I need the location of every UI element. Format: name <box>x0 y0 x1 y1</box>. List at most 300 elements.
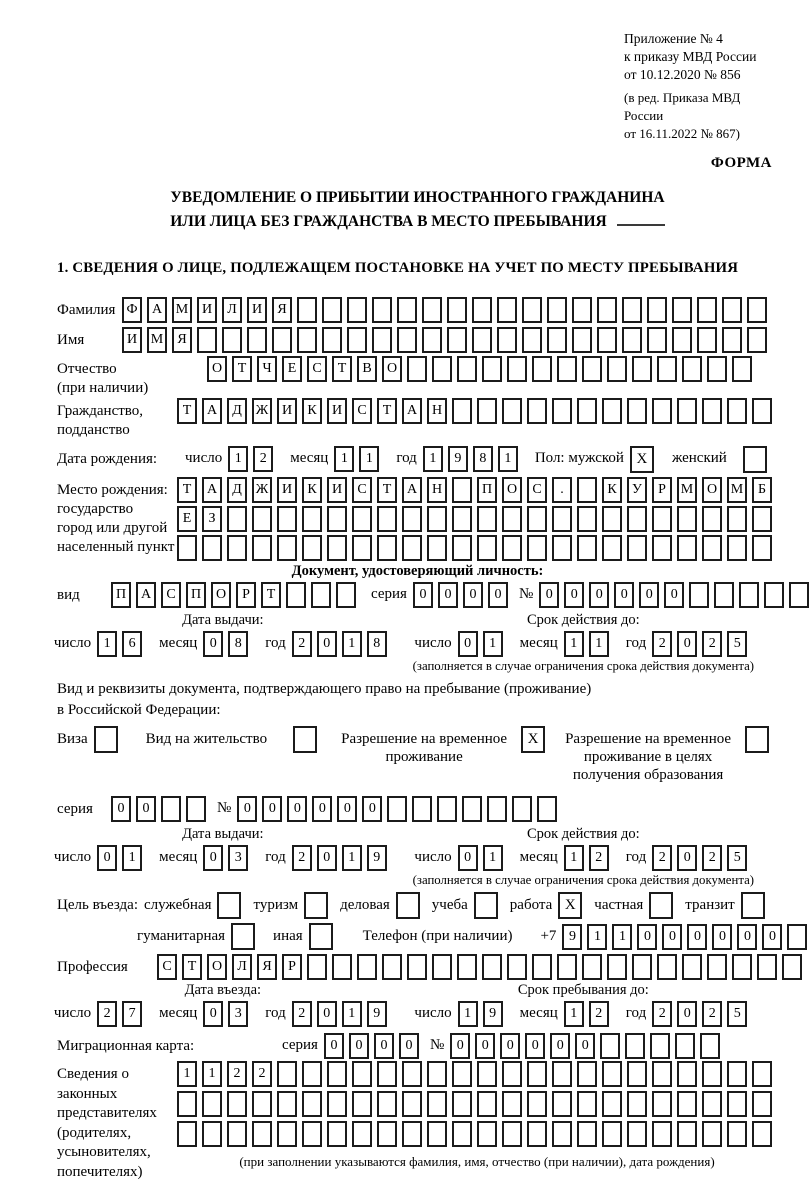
char-cell[interactable]: 0 <box>539 582 559 608</box>
char-cell[interactable]: 0 <box>312 796 332 822</box>
char-cell[interactable]: 9 <box>367 845 387 871</box>
char-cell[interactable]: 3 <box>228 1001 248 1027</box>
char-cell[interactable] <box>527 506 547 532</box>
char-cell[interactable] <box>477 535 497 561</box>
char-cell[interactable]: У <box>627 477 647 503</box>
char-cell[interactable] <box>677 1091 697 1117</box>
char-cell[interactable]: Ж <box>252 477 272 503</box>
char-cell[interactable] <box>477 506 497 532</box>
char-cell[interactable] <box>402 1121 422 1147</box>
char-cell[interactable] <box>327 506 347 532</box>
char-cell[interactable] <box>577 506 597 532</box>
char-cell[interactable] <box>702 506 722 532</box>
char-cell[interactable] <box>752 1061 772 1087</box>
char-cell[interactable] <box>252 1091 272 1117</box>
char-cell[interactable]: Н <box>427 477 447 503</box>
char-cell[interactable]: 2 <box>252 1061 272 1087</box>
char-cell[interactable] <box>227 1091 247 1117</box>
char-cell[interactable] <box>437 796 457 822</box>
char-cell[interactable]: 9 <box>448 446 468 472</box>
char-cell[interactable] <box>647 327 667 353</box>
char-cell[interactable]: 2 <box>702 1001 722 1027</box>
char-cell[interactable]: А <box>147 297 167 323</box>
char-cell[interactable] <box>432 954 452 980</box>
char-cell[interactable]: Н <box>427 398 447 424</box>
char-cell[interactable] <box>627 1091 647 1117</box>
char-cell[interactable] <box>452 506 472 532</box>
char-cell[interactable] <box>552 1121 572 1147</box>
char-cell[interactable]: 2 <box>652 1001 672 1027</box>
char-cell[interactable] <box>702 535 722 561</box>
visa-checkbox[interactable] <box>94 726 118 753</box>
char-cell[interactable] <box>727 1091 747 1117</box>
male-checkbox[interactable]: X <box>630 446 654 473</box>
char-cell[interactable]: 2 <box>292 845 312 871</box>
purpose-commercial-checkbox[interactable] <box>396 892 420 919</box>
char-cell[interactable] <box>487 796 507 822</box>
char-cell[interactable]: А <box>202 398 222 424</box>
char-cell[interactable]: 1 <box>423 446 443 472</box>
char-cell[interactable] <box>327 1061 347 1087</box>
char-cell[interactable] <box>522 327 542 353</box>
char-cell[interactable] <box>582 356 602 382</box>
char-cell[interactable]: С <box>352 477 372 503</box>
char-cell[interactable] <box>327 1091 347 1117</box>
char-cell[interactable] <box>352 1121 372 1147</box>
residence-permit-checkbox[interactable] <box>293 726 317 753</box>
char-cell[interactable]: 0 <box>564 582 584 608</box>
char-cell[interactable]: 7 <box>122 1001 142 1027</box>
purpose-study-checkbox[interactable] <box>474 892 498 919</box>
char-cell[interactable] <box>227 1121 247 1147</box>
char-cell[interactable] <box>377 1121 397 1147</box>
char-cell[interactable] <box>702 1061 722 1087</box>
char-cell[interactable] <box>652 398 672 424</box>
char-cell[interactable]: 8 <box>228 631 248 657</box>
char-cell[interactable] <box>202 535 222 561</box>
char-cell[interactable]: Ф <box>122 297 142 323</box>
char-cell[interactable] <box>627 398 647 424</box>
char-cell[interactable] <box>427 535 447 561</box>
char-cell[interactable] <box>302 506 322 532</box>
char-cell[interactable] <box>477 1091 497 1117</box>
char-cell[interactable] <box>577 535 597 561</box>
char-cell[interactable]: А <box>402 477 422 503</box>
char-cell[interactable] <box>577 477 597 503</box>
char-cell[interactable] <box>302 1061 322 1087</box>
char-cell[interactable]: Е <box>177 506 197 532</box>
char-cell[interactable] <box>602 398 622 424</box>
char-cell[interactable] <box>286 582 306 608</box>
char-cell[interactable] <box>552 1091 572 1117</box>
char-cell[interactable]: О <box>382 356 402 382</box>
char-cell[interactable] <box>652 1091 672 1117</box>
char-cell[interactable]: Т <box>332 356 352 382</box>
char-cell[interactable] <box>557 356 577 382</box>
char-cell[interactable] <box>507 356 527 382</box>
char-cell[interactable] <box>747 327 767 353</box>
char-cell[interactable]: 2 <box>227 1061 247 1087</box>
char-cell[interactable] <box>402 1091 422 1117</box>
char-cell[interactable] <box>387 796 407 822</box>
char-cell[interactable]: Я <box>172 327 192 353</box>
char-cell[interactable] <box>272 327 292 353</box>
char-cell[interactable] <box>447 327 467 353</box>
char-cell[interactable]: Т <box>377 398 397 424</box>
char-cell[interactable] <box>752 398 772 424</box>
char-cell[interactable] <box>727 1121 747 1147</box>
char-cell[interactable] <box>537 796 557 822</box>
char-cell[interactable]: М <box>172 297 192 323</box>
purpose-humanitarian-checkbox[interactable] <box>231 923 255 950</box>
char-cell[interactable]: 0 <box>737 924 757 950</box>
char-cell[interactable]: 0 <box>762 924 782 950</box>
char-cell[interactable]: 0 <box>488 582 508 608</box>
char-cell[interactable] <box>422 297 442 323</box>
char-cell[interactable] <box>336 582 356 608</box>
char-cell[interactable] <box>527 1121 547 1147</box>
char-cell[interactable] <box>412 796 432 822</box>
char-cell[interactable] <box>277 1121 297 1147</box>
char-cell[interactable] <box>522 297 542 323</box>
char-cell[interactable]: Я <box>257 954 277 980</box>
female-checkbox[interactable] <box>743 446 767 473</box>
char-cell[interactable]: 0 <box>662 924 682 950</box>
char-cell[interactable]: Т <box>182 954 202 980</box>
char-cell[interactable] <box>757 954 777 980</box>
char-cell[interactable]: 1 <box>342 631 362 657</box>
char-cell[interactable] <box>732 356 752 382</box>
char-cell[interactable] <box>452 535 472 561</box>
char-cell[interactable]: М <box>727 477 747 503</box>
char-cell[interactable]: 0 <box>664 582 684 608</box>
char-cell[interactable]: С <box>527 477 547 503</box>
char-cell[interactable]: 1 <box>564 631 584 657</box>
char-cell[interactable] <box>497 297 517 323</box>
char-cell[interactable] <box>372 297 392 323</box>
char-cell[interactable] <box>472 327 492 353</box>
purpose-work-checkbox[interactable]: X <box>558 892 582 919</box>
char-cell[interactable] <box>297 297 317 323</box>
char-cell[interactable]: Р <box>652 477 672 503</box>
char-cell[interactable] <box>247 327 267 353</box>
char-cell[interactable]: Т <box>177 398 197 424</box>
char-cell[interactable]: М <box>677 477 697 503</box>
char-cell[interactable] <box>462 796 482 822</box>
char-cell[interactable] <box>652 535 672 561</box>
char-cell[interactable] <box>789 582 809 608</box>
char-cell[interactable] <box>552 1061 572 1087</box>
char-cell[interactable]: . <box>552 477 572 503</box>
char-cell[interactable] <box>447 297 467 323</box>
char-cell[interactable]: 0 <box>337 796 357 822</box>
char-cell[interactable] <box>752 1121 772 1147</box>
char-cell[interactable]: 3 <box>228 845 248 871</box>
char-cell[interactable] <box>727 535 747 561</box>
char-cell[interactable]: Б <box>752 477 772 503</box>
purpose-private-checkbox[interactable] <box>649 892 673 919</box>
char-cell[interactable]: Р <box>236 582 256 608</box>
char-cell[interactable] <box>507 954 527 980</box>
char-cell[interactable]: А <box>136 582 156 608</box>
char-cell[interactable] <box>782 954 802 980</box>
edu-permit-checkbox[interactable] <box>745 726 769 753</box>
char-cell[interactable] <box>632 356 652 382</box>
char-cell[interactable]: И <box>327 398 347 424</box>
char-cell[interactable] <box>677 506 697 532</box>
purpose-other-checkbox[interactable] <box>309 923 333 950</box>
char-cell[interactable] <box>297 327 317 353</box>
char-cell[interactable] <box>672 327 692 353</box>
char-cell[interactable] <box>477 398 497 424</box>
char-cell[interactable] <box>177 1121 197 1147</box>
char-cell[interactable] <box>497 327 517 353</box>
char-cell[interactable]: 0 <box>262 796 282 822</box>
char-cell[interactable] <box>427 1091 447 1117</box>
char-cell[interactable] <box>577 1091 597 1117</box>
char-cell[interactable] <box>752 1091 772 1117</box>
char-cell[interactable] <box>397 297 417 323</box>
char-cell[interactable]: И <box>197 297 217 323</box>
char-cell[interactable] <box>602 1061 622 1087</box>
char-cell[interactable] <box>677 1121 697 1147</box>
char-cell[interactable] <box>547 327 567 353</box>
char-cell[interactable]: В <box>357 356 377 382</box>
char-cell[interactable]: П <box>477 477 497 503</box>
char-cell[interactable]: 0 <box>639 582 659 608</box>
char-cell[interactable] <box>552 398 572 424</box>
char-cell[interactable] <box>707 356 727 382</box>
char-cell[interactable] <box>657 954 677 980</box>
char-cell[interactable] <box>352 506 372 532</box>
char-cell[interactable] <box>327 535 347 561</box>
char-cell[interactable] <box>377 506 397 532</box>
char-cell[interactable] <box>322 327 342 353</box>
char-cell[interactable]: А <box>402 398 422 424</box>
char-cell[interactable]: 0 <box>317 1001 337 1027</box>
char-cell[interactable] <box>600 1033 620 1059</box>
char-cell[interactable]: Д <box>227 398 247 424</box>
char-cell[interactable] <box>675 1033 695 1059</box>
char-cell[interactable] <box>552 535 572 561</box>
char-cell[interactable]: 8 <box>367 631 387 657</box>
char-cell[interactable] <box>457 356 477 382</box>
char-cell[interactable]: Л <box>222 297 242 323</box>
char-cell[interactable]: 0 <box>677 845 697 871</box>
char-cell[interactable] <box>347 297 367 323</box>
char-cell[interactable] <box>202 1091 222 1117</box>
char-cell[interactable] <box>607 954 627 980</box>
char-cell[interactable] <box>382 954 402 980</box>
temp-permit-checkbox[interactable]: X <box>521 726 545 753</box>
char-cell[interactable]: 5 <box>727 1001 747 1027</box>
char-cell[interactable] <box>652 1121 672 1147</box>
char-cell[interactable]: К <box>602 477 622 503</box>
char-cell[interactable]: О <box>211 582 231 608</box>
char-cell[interactable] <box>277 506 297 532</box>
char-cell[interactable] <box>682 954 702 980</box>
char-cell[interactable]: 1 <box>342 845 362 871</box>
char-cell[interactable]: 0 <box>97 845 117 871</box>
char-cell[interactable]: 1 <box>122 845 142 871</box>
char-cell[interactable]: 0 <box>324 1033 344 1059</box>
char-cell[interactable] <box>377 535 397 561</box>
char-cell[interactable]: 2 <box>589 1001 609 1027</box>
char-cell[interactable] <box>502 398 522 424</box>
char-cell[interactable] <box>502 1061 522 1087</box>
char-cell[interactable]: 1 <box>564 845 584 871</box>
char-cell[interactable]: 9 <box>367 1001 387 1027</box>
char-cell[interactable]: С <box>157 954 177 980</box>
char-cell[interactable] <box>302 535 322 561</box>
char-cell[interactable] <box>622 327 642 353</box>
char-cell[interactable] <box>307 954 327 980</box>
char-cell[interactable] <box>222 327 242 353</box>
char-cell[interactable]: 0 <box>136 796 156 822</box>
char-cell[interactable]: Т <box>232 356 252 382</box>
char-cell[interactable] <box>727 1061 747 1087</box>
char-cell[interactable]: 9 <box>562 924 582 950</box>
char-cell[interactable] <box>452 1061 472 1087</box>
char-cell[interactable] <box>527 398 547 424</box>
char-cell[interactable] <box>397 327 417 353</box>
char-cell[interactable] <box>452 398 472 424</box>
char-cell[interactable] <box>477 1061 497 1087</box>
char-cell[interactable] <box>689 582 709 608</box>
char-cell[interactable]: 1 <box>587 924 607 950</box>
char-cell[interactable]: 0 <box>317 845 337 871</box>
char-cell[interactable]: С <box>307 356 327 382</box>
char-cell[interactable]: 0 <box>317 631 337 657</box>
char-cell[interactable] <box>764 582 784 608</box>
char-cell[interactable]: О <box>207 356 227 382</box>
char-cell[interactable] <box>727 398 747 424</box>
char-cell[interactable]: 9 <box>483 1001 503 1027</box>
char-cell[interactable] <box>452 1121 472 1147</box>
char-cell[interactable] <box>652 1061 672 1087</box>
char-cell[interactable]: Ж <box>252 398 272 424</box>
char-cell[interactable]: Р <box>282 954 302 980</box>
char-cell[interactable] <box>557 954 577 980</box>
char-cell[interactable]: К <box>302 477 322 503</box>
char-cell[interactable] <box>327 1121 347 1147</box>
char-cell[interactable] <box>472 297 492 323</box>
char-cell[interactable] <box>352 1091 372 1117</box>
char-cell[interactable] <box>407 356 427 382</box>
char-cell[interactable]: 0 <box>458 845 478 871</box>
char-cell[interactable] <box>457 954 477 980</box>
char-cell[interactable] <box>402 535 422 561</box>
char-cell[interactable]: 0 <box>450 1033 470 1059</box>
char-cell[interactable] <box>677 398 697 424</box>
char-cell[interactable] <box>622 297 642 323</box>
char-cell[interactable]: 1 <box>177 1061 197 1087</box>
char-cell[interactable]: 5 <box>727 631 747 657</box>
char-cell[interactable] <box>482 356 502 382</box>
char-cell[interactable]: 6 <box>122 631 142 657</box>
char-cell[interactable] <box>547 297 567 323</box>
char-cell[interactable] <box>357 954 377 980</box>
char-cell[interactable] <box>502 1091 522 1117</box>
char-cell[interactable]: 0 <box>287 796 307 822</box>
char-cell[interactable]: О <box>207 954 227 980</box>
char-cell[interactable]: 0 <box>475 1033 495 1059</box>
char-cell[interactable]: Я <box>272 297 292 323</box>
char-cell[interactable]: П <box>186 582 206 608</box>
char-cell[interactable]: 2 <box>97 1001 117 1027</box>
char-cell[interactable] <box>422 327 442 353</box>
char-cell[interactable]: 1 <box>458 1001 478 1027</box>
char-cell[interactable]: 0 <box>458 631 478 657</box>
purpose-transit-checkbox[interactable] <box>741 892 765 919</box>
char-cell[interactable]: И <box>277 477 297 503</box>
char-cell[interactable]: Т <box>177 477 197 503</box>
char-cell[interactable]: 5 <box>727 845 747 871</box>
char-cell[interactable] <box>177 535 197 561</box>
char-cell[interactable]: 0 <box>237 796 257 822</box>
char-cell[interactable] <box>227 506 247 532</box>
char-cell[interactable] <box>739 582 759 608</box>
char-cell[interactable] <box>277 1061 297 1087</box>
char-cell[interactable]: Ч <box>257 356 277 382</box>
char-cell[interactable]: 0 <box>203 1001 223 1027</box>
char-cell[interactable] <box>700 1033 720 1059</box>
char-cell[interactable] <box>332 954 352 980</box>
char-cell[interactable] <box>452 1091 472 1117</box>
char-cell[interactable] <box>352 1061 372 1087</box>
char-cell[interactable] <box>402 1061 422 1087</box>
char-cell[interactable]: О <box>702 477 722 503</box>
char-cell[interactable] <box>582 954 602 980</box>
char-cell[interactable]: О <box>502 477 522 503</box>
char-cell[interactable] <box>532 356 552 382</box>
char-cell[interactable]: Д <box>227 477 247 503</box>
char-cell[interactable]: 1 <box>564 1001 584 1027</box>
char-cell[interactable]: Т <box>261 582 281 608</box>
char-cell[interactable]: 1 <box>97 631 117 657</box>
char-cell[interactable] <box>572 327 592 353</box>
char-cell[interactable]: П <box>111 582 131 608</box>
char-cell[interactable] <box>597 297 617 323</box>
char-cell[interactable] <box>427 506 447 532</box>
char-cell[interactable]: 1 <box>483 631 503 657</box>
char-cell[interactable] <box>627 535 647 561</box>
char-cell[interactable] <box>722 327 742 353</box>
char-cell[interactable] <box>602 535 622 561</box>
char-cell[interactable] <box>632 954 652 980</box>
char-cell[interactable] <box>752 535 772 561</box>
char-cell[interactable] <box>597 327 617 353</box>
char-cell[interactable] <box>322 297 342 323</box>
char-cell[interactable]: 0 <box>589 582 609 608</box>
char-cell[interactable]: И <box>247 297 267 323</box>
char-cell[interactable]: И <box>122 327 142 353</box>
char-cell[interactable]: 0 <box>677 1001 697 1027</box>
char-cell[interactable] <box>177 1091 197 1117</box>
char-cell[interactable] <box>577 1121 597 1147</box>
char-cell[interactable] <box>372 327 392 353</box>
char-cell[interactable]: 0 <box>463 582 483 608</box>
char-cell[interactable] <box>627 1121 647 1147</box>
char-cell[interactable] <box>532 954 552 980</box>
char-cell[interactable] <box>452 477 472 503</box>
char-cell[interactable]: 2 <box>702 631 722 657</box>
char-cell[interactable]: 0 <box>525 1033 545 1059</box>
char-cell[interactable] <box>650 1033 670 1059</box>
char-cell[interactable]: 1 <box>202 1061 222 1087</box>
char-cell[interactable] <box>502 1121 522 1147</box>
char-cell[interactable] <box>602 506 622 532</box>
